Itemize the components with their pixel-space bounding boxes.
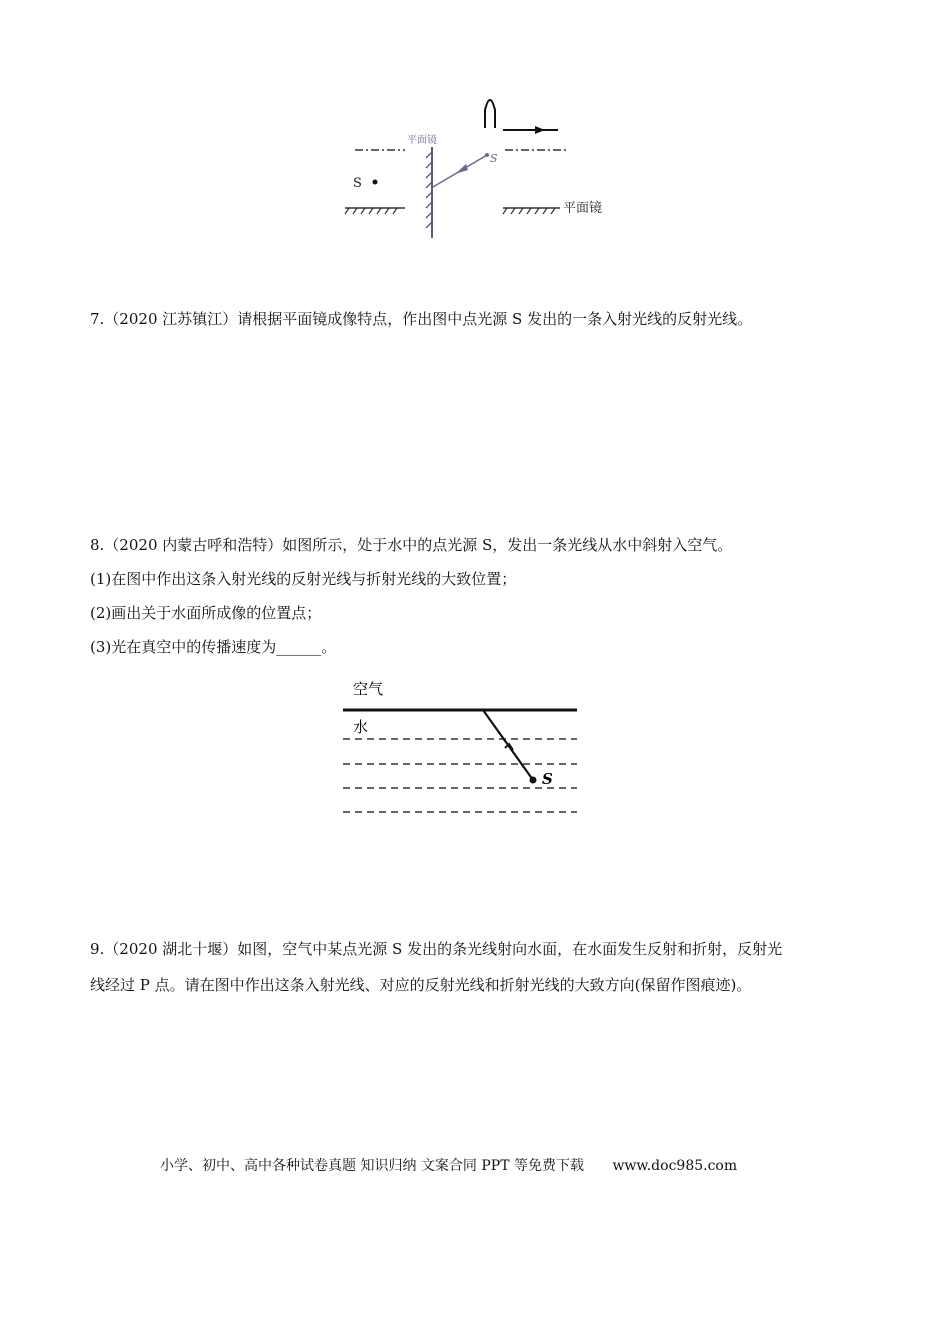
question-8-part-1: (1)在图中作出这条入射光线的反射光线与折射光线的大致位置； (90, 570, 517, 588)
point-s-right: S (490, 152, 498, 165)
question-8: 8.（2020 内蒙古呼和浩特）如图所示，处于水中的点光源 S，发出一条光线从水中斜射入空气。 (90, 536, 733, 554)
question-7: 7.（2020 江苏镇江）请根据平面镜成像特点，作出图中点光源 S 发出的一条入射光线的反射光线。 (90, 310, 753, 328)
question-8-part-3: (3)光在真空中的传播速度为______。 (90, 638, 337, 656)
figure-water-surface (335, 672, 585, 822)
point-s-left: S (353, 176, 362, 191)
footer (160, 1155, 741, 1175)
footer-text: 小学、初中、高中各种试卷真题 知识归纳 文案合同 PPT 等免费下载 (160, 1158, 584, 1174)
mirror-label-vertical: 平面镜 (407, 135, 437, 146)
point-s-label: S (542, 770, 553, 788)
air-label: 空气 (353, 680, 384, 698)
question-9-line-1: 9.（2020 湖北十堰）如图，空气中某点光源 S 发出的条光线射向水面，在水面发生反射和折射，反射光 (90, 940, 783, 958)
question-9-line-2: 线经过 P 点。请在图中作出这条入射光线、对应的反射光线和折射光线的大致方向(保留作图痕迹)。 (90, 976, 752, 994)
footer-url[interactable]: www.doc985.com (612, 1158, 738, 1174)
water-label: 水 (353, 718, 369, 736)
mirror-label-horizontal: 平面镜 (563, 201, 603, 216)
question-8-part-2: (2)画出关于水面所成像的位置点； (90, 604, 322, 622)
figure-periscope-mirrors (335, 90, 625, 245)
